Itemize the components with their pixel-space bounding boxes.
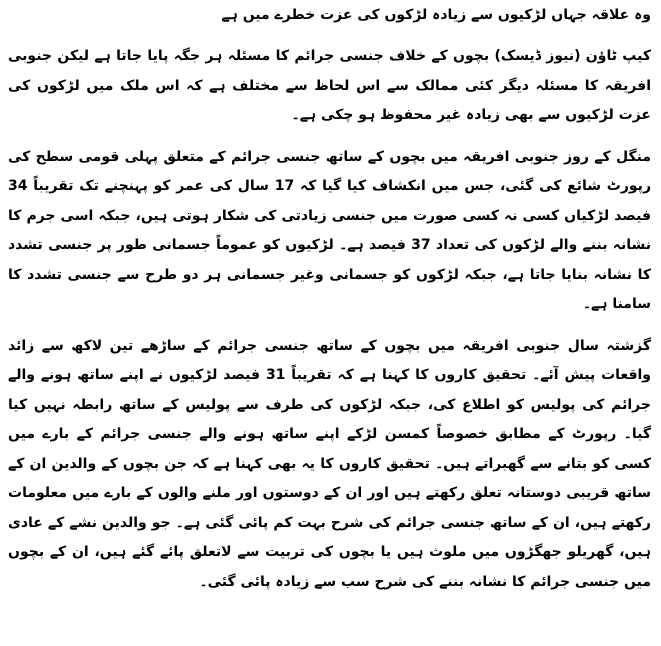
article-paragraph: کیپ ٹاؤن (نیوز ڈیسک) بچوں کے خلاف جنسی جرائم کا مسئلہ ہر جگہ پایا جاتا ہے لیکن جنوبی افریقہ کا مسئلہ دیگر کئی ممالک سے اس لحاظ سے مختلف ہے کہ اس ملک میں لڑکوں کی عزت لڑکیوں سے بھی زیادہ غیر محفوظ ہو چکی ہے۔ bbox=[8, 48, 651, 123]
article-headline: وہ علاقہ جہاں لڑکیوں سے زیادہ لڑکوں کی عزت خطرے میں ہے bbox=[221, 7, 651, 23]
article-paragraph: گزشتہ سال جنوبی افریقہ میں بچوں کے ساتھ جنسی جرائم کے ساڑھے تین لاکھ سے زائد واقعات پیش آئے۔ تحقیق کاروں کا کہنا ہے کہ تقریباً 31 فیصد لڑکیوں نے اپنے ساتھ ہونے والے جرائم کی پولیس کو اطلاع کی، جبکہ لڑکوں کی طرف سے پولیس کے ساتھ رابطہ نہیں کیا گیا۔ رپورٹ کے مطابق خصوصاً کمسن لڑکے اپنے ساتھ ہونے والے جنسی جرائم کے بارے میں کسی کو بتانے سے گھبراتے ہیں۔ تحقیق کاروں کا یہ بھی کہنا ہے کہ جن بچوں کے والدین ان کے ساتھ قریبی دوستانہ تعلق رکھتے ہیں اور ان کے دوستوں اور ملنے والوں کے بارے میں معلومات رکھتے ہیں، ان کے ساتھ جنسی جرائم کی شرح بہت کم پائی گئی ہے۔ جو والدین نشے کے عادی ہیں، گھریلو جھگڑوں میں ملوث ہیں یا بچوں کی تربیت سے لاتعلق پائے گئے ہیں، ان کے بچوں میں جنسی جرائم کا نشانہ بننے کی شرح سب سے زیادہ پائی گئی۔ bbox=[8, 337, 651, 590]
article-paragraph: منگل کے روز جنوبی افریقہ میں بچوں کے ساتھ جنسی جرائم کے متعلق پہلی قومی سطح کی رپورٹ شائع کی گئی، جس میں انکشاف کیا گیا کہ 17 سال کی عمر کو پہنچنے تک تقریباً 34 فیصد لڑکیاں کسی نہ کسی صورت میں جنسی زیادتی کی شکار ہوتی ہیں، جبکہ اسی جرم کا نشانہ بننے والے لڑکوں کی تعداد 37 فیصد ہے۔ لڑکیوں کو عموماً جسمانی طور پر جنسی تشدد کا نشانہ بنایا جاتا ہے، جبکہ لڑکوں کو جسمانی وغیر جسمانی ہر دو طرح سے جنسی تشدد کا سامنا ہے۔ bbox=[8, 148, 651, 312]
